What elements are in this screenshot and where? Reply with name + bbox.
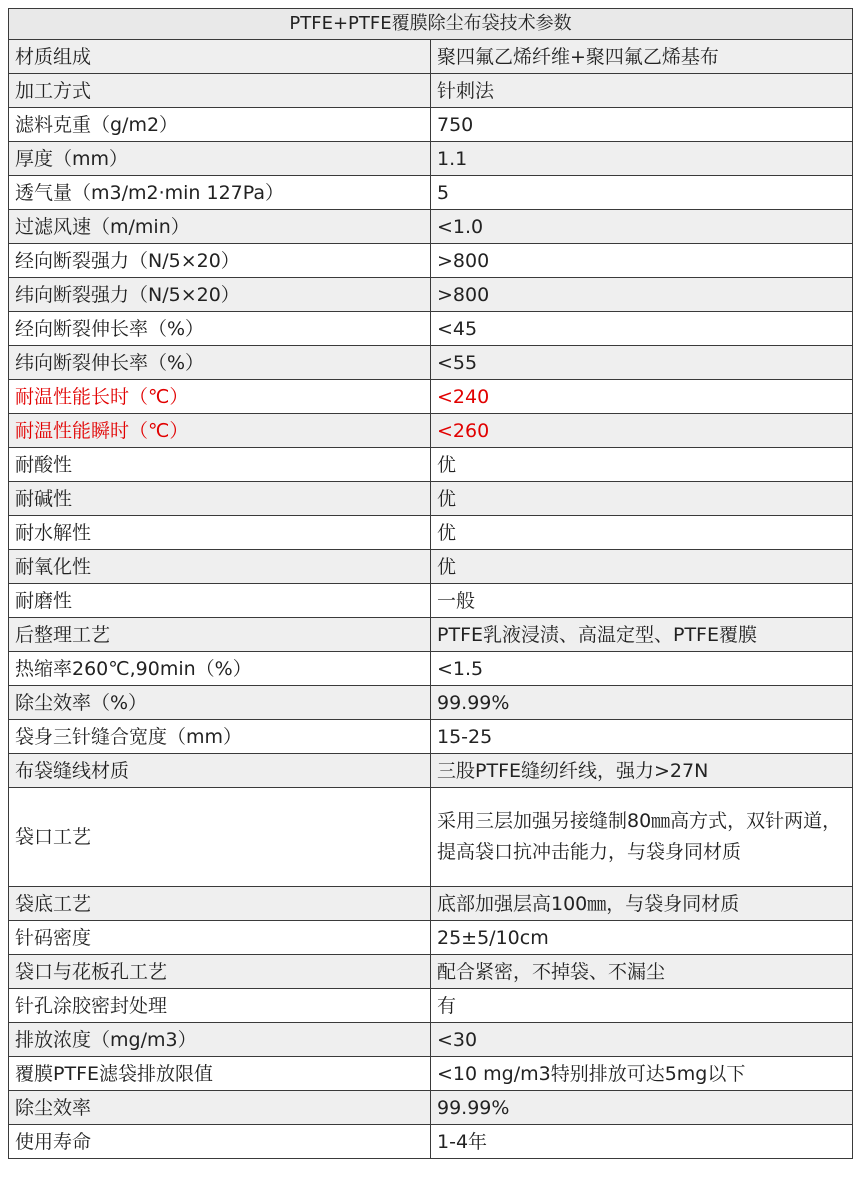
row-label: 袋底工艺 — [9, 887, 431, 921]
table-row — [9, 955, 853, 989]
row-value: 优 — [431, 550, 853, 584]
row-label: 覆膜PTFE滤袋排放限值 — [9, 1057, 431, 1091]
row-value: <10 mg/m3特别排放可达5mg以下 — [431, 1057, 853, 1091]
row-label: 过滤风速（m/min） — [9, 210, 431, 244]
table-row — [9, 720, 853, 754]
row-value: 针刺法 — [431, 74, 853, 108]
table-row — [9, 346, 853, 380]
row-label: 使用寿命 — [9, 1125, 431, 1159]
row-label: 厚度（mm） — [9, 142, 431, 176]
table-row — [9, 1023, 853, 1057]
row-value: 优 — [431, 448, 853, 482]
row-value: PTFE乳液浸渍、高温定型、PTFE覆膜 — [431, 618, 853, 652]
table-row — [9, 584, 853, 618]
row-value: >800 — [431, 278, 853, 312]
row-value: 底部加强层高100㎜，与袋身同材质 — [431, 887, 853, 921]
table-row — [9, 788, 853, 887]
row-value: 5 — [431, 176, 853, 210]
row-value: <240 — [431, 380, 853, 414]
row-label: 耐酸性 — [9, 448, 431, 482]
row-value: <1.0 — [431, 210, 853, 244]
row-label: 后整理工艺 — [9, 618, 431, 652]
table-row — [9, 448, 853, 482]
table-row — [9, 244, 853, 278]
row-label: 经向断裂伸长率（%） — [9, 312, 431, 346]
row-value: <45 — [431, 312, 853, 346]
table-row — [9, 142, 853, 176]
row-value: <30 — [431, 1023, 853, 1057]
table-row — [9, 40, 853, 74]
row-label: 纬向断裂伸长率（%） — [9, 346, 431, 380]
table-title: PTFE+PTFE覆膜除尘布袋技术参数 — [9, 9, 853, 40]
table-row — [9, 887, 853, 921]
row-value: 15-25 — [431, 720, 853, 754]
row-value: 优 — [431, 482, 853, 516]
row-label: 耐温性能长时（℃） — [9, 380, 431, 414]
row-value: 99.99% — [431, 686, 853, 720]
row-value: 有 — [431, 989, 853, 1023]
row-value: 750 — [431, 108, 853, 142]
row-label: 耐碱性 — [9, 482, 431, 516]
table-row — [9, 210, 853, 244]
row-value: 采用三层加强另接缝制80㎜高方式，双针两道，提高袋口抗冲击能力，与袋身同材质 — [431, 788, 853, 887]
table-row — [9, 278, 853, 312]
table-row — [9, 74, 853, 108]
table-row — [9, 108, 853, 142]
table-row — [9, 312, 853, 346]
row-label: 滤料克重（g/m2） — [9, 108, 431, 142]
row-value: <55 — [431, 346, 853, 380]
row-label: 透气量（m3/m2·min 127Pa） — [9, 176, 431, 210]
spec-sheet — [8, 8, 853, 1159]
table-row — [9, 686, 853, 720]
table-row — [9, 482, 853, 516]
row-label: 加工方式 — [9, 74, 431, 108]
table-row — [9, 989, 853, 1023]
row-label: 针码密度 — [9, 921, 431, 955]
row-value: <1.5 — [431, 652, 853, 686]
row-label: 经向断裂强力（N/5×20） — [9, 244, 431, 278]
row-value: <260 — [431, 414, 853, 448]
row-label: 袋口工艺 — [9, 788, 431, 887]
table-row-highlight — [9, 380, 853, 414]
row-label: 布袋缝线材质 — [9, 754, 431, 788]
row-label: 耐磨性 — [9, 584, 431, 618]
table-row — [9, 516, 853, 550]
row-label: 耐温性能瞬时（℃） — [9, 414, 431, 448]
row-value: 1-4年 — [431, 1125, 853, 1159]
row-value: 优 — [431, 516, 853, 550]
table-row — [9, 550, 853, 584]
row-label: 材质组成 — [9, 40, 431, 74]
table-row — [9, 618, 853, 652]
row-value: 配合紧密，不掉袋、不漏尘 — [431, 955, 853, 989]
row-value: 一般 — [431, 584, 853, 618]
row-value: 1.1 — [431, 142, 853, 176]
table-row — [9, 754, 853, 788]
row-label: 袋身三针缝合宽度（mm） — [9, 720, 431, 754]
row-label: 除尘效率 — [9, 1091, 431, 1125]
table-row — [9, 921, 853, 955]
row-label: 袋口与花板孔工艺 — [9, 955, 431, 989]
row-value: 25±5/10cm — [431, 921, 853, 955]
spec-table — [8, 8, 853, 1159]
table-row — [9, 1057, 853, 1091]
table-row — [9, 652, 853, 686]
table-row-highlight — [9, 414, 853, 448]
table-row — [9, 1091, 853, 1125]
row-label: 排放浓度（mg/m3） — [9, 1023, 431, 1057]
table-row — [9, 176, 853, 210]
table-row — [9, 1125, 853, 1159]
row-value: >800 — [431, 244, 853, 278]
row-label: 耐水解性 — [9, 516, 431, 550]
row-value: 99.99% — [431, 1091, 853, 1125]
row-label: 耐氧化性 — [9, 550, 431, 584]
title-row — [9, 9, 853, 40]
row-label: 针孔涂胶密封处理 — [9, 989, 431, 1023]
row-value: 聚四氟乙烯纤维+聚四氟乙烯基布 — [431, 40, 853, 74]
row-label: 除尘效率（%） — [9, 686, 431, 720]
row-label: 热缩率260℃,90min（%） — [9, 652, 431, 686]
row-value: 三股PTFE缝纫纤线，强力>27N — [431, 754, 853, 788]
row-label: 纬向断裂强力（N/5×20） — [9, 278, 431, 312]
